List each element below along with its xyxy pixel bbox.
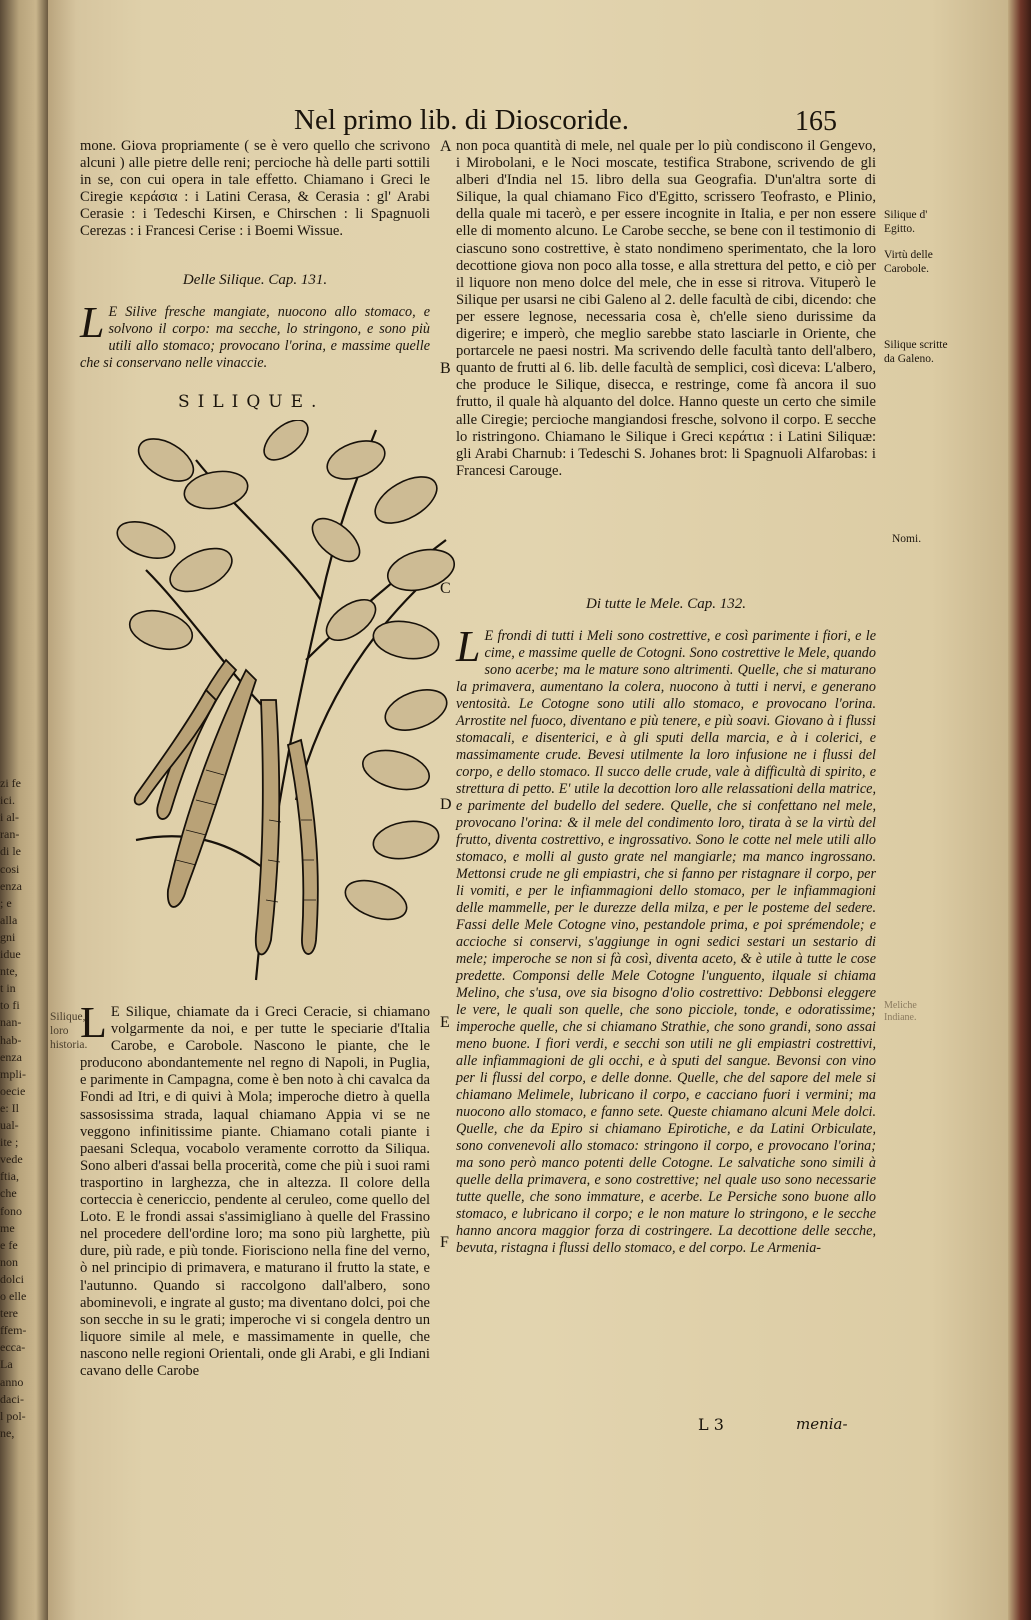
facing-page-fragment: to fi [0, 998, 20, 1013]
facing-page-fragment: i al- [0, 810, 19, 825]
facing-page-fragment: enza [0, 878, 22, 893]
facing-page-fragment: me [0, 1220, 15, 1235]
facing-page-fragment: daci- [0, 1391, 24, 1406]
facing-page-fragment: l pol- [0, 1408, 26, 1423]
illustration-title: SILIQUE. [178, 392, 325, 412]
facing-page-fragment: ne, [0, 1425, 15, 1440]
margin-note-faint: Meliche Indiane. [884, 1000, 917, 1023]
facing-page-fragment: ite ; [0, 1135, 19, 1150]
section-marker-d: D [440, 796, 452, 813]
section-marker-b: B [440, 360, 451, 377]
section-marker-a: A [440, 138, 452, 155]
facing-page-fragment: non [0, 1254, 18, 1269]
facing-page-fragment: di le [0, 844, 21, 859]
facing-page-edge [0, 0, 48, 1620]
facing-page-fragment: nan- [0, 1015, 22, 1030]
facing-page-fragment: ftia, [0, 1169, 19, 1184]
facing-page-fragment: vede [0, 1152, 23, 1167]
facing-page-fragment: oecie [0, 1083, 26, 1098]
section-marker-c: C [440, 580, 451, 597]
section-marker-e: E [440, 1014, 450, 1031]
carob-plant-woodcut [106, 420, 460, 992]
facing-page-fragment: ; e [0, 895, 12, 910]
facing-page-fragment: cosi [0, 861, 20, 876]
margin-note-silique-galeno: Silique scritte da Galeno. [884, 339, 948, 365]
facing-page-fragment: ual- [0, 1118, 19, 1132]
section-marker-f: F [440, 1234, 449, 1251]
facing-page-fragment: hab- [0, 1032, 22, 1047]
facing-page-fragment: anno [0, 1374, 24, 1389]
facing-page-fragment: tere [0, 1306, 18, 1321]
signature-mark: L 3 [698, 1415, 724, 1434]
margin-note-silique-egitto: Silique d' Egitto. [884, 209, 928, 235]
margin-note-virtu-carobole: Virtù delle Carobole. [884, 249, 933, 275]
facing-page-fragment: zi fe [0, 776, 21, 790]
facing-page-fragment: ran- [0, 827, 20, 842]
book-edge-right [1008, 0, 1031, 1620]
facing-page-fragment: ffem- [0, 1323, 27, 1338]
chapter-132-text [456, 622, 876, 1257]
page-number: 165 [795, 106, 837, 137]
dropcap: L [80, 298, 105, 347]
right-column-commentary: non poca quantità di mele, nel quale per lo più condiscono il Gengevo, i Mirobolani, e le Noci moscate, testifica Strabone, scrivendo de gli alberi d'India nel 15. libro della sua Geografia. D'un'altra sorte di Silique, la qual chiamano Fico d'Egitto, scrissero Teofrasto, e Plinio, della quale mi tacerò, e per essere incognite in Italia, e per non essere elle di momento alcuno. Le Carobe secche, se bene con il testimonio di ciascuno sono costrettive, è stato nondimeno sperimentato, che la loro decottione giova non poco alla tosse, e alla strettura del petto, e ciò per il liquore non meno dolce del mele, che in esse si ritrova. Vituperò le Silique per usarsi ne cibi Galeno al 2. delle facultà de cibi, dicendo: che per essere legnose, necessaria cosa è, ch'elle sieno durissime da digerire; e imperò, che meglio sarebbe stato lasciarle in Oriente, che portarcele ne paesi nostri. Ma scrivendo delle facultà tanto dell'albero, quanto de frutti al 6. lib. delle facultà de semplici, così diceva: L'albero, che produce le Silique, disecca, e restringe, come fà ancora il suo frutto, il quale hà alquanto del dolce. Hanno queste un certo che simile alle Ciregie; percioche mangiandosi fresche, solvono il corpo. E secche lo ristringono. Chiamano le Silique i Greci κεράτια : i Latini Siliquæ: gli Arabi Charnub: i Tedeschi S. Johanes brot: li Spagnuoli Alfarobas: i Francesi Carouge. [456, 138, 876, 479]
catchword: menia- [796, 1415, 848, 1433]
chapter-132-body: E frondi di tutti i Meli sono costrettive, e così parimente i fiori, e le cime, e massime quelle de Cotogni. Sono costrettive le Mele, quando sono acerbe; ma le mature sono altrimenti. Quelle, che si maturano la primavera, aumentano la colera, nuocono à tutti i nervi, e generano ventosità. Le Cotogne sono utili allo stomaco, e provocano l'orina. Arrostite nel fuoco, diventano e più tenere, e più soavi. Giovano à i flussi stomacali, e disenterici, e à gli sputi della marcia, e à i colerici, e massimamente crude. Bevesi utilmente la loro infusione ne i flussi del corpo, e dello stomaco. Il succo delle crude, vale à difficultà di spirito, e strettura di petto. E' utile la decottion loro alle relassationi della matrice, e parimente del budello del sedere. Quelle, che si confettano nel mele, provocano l'orina: & il mele del condimento loro, tirata à se la virtù del frutto, diventa costrettivo, e ingrossativo. Sono le cotte nel mele utili allo stomaco, e molli al gusto grate nel mangiarle; ma manco ingrossano. Mettonsi crude ne gli empiastri, che si fanno per ristagnare il corpo, per li vomiti, e per le infiammagioni dello stomaco, per le infiammagioni delle mammelle, per le durezze della milza, e per le posteme del sedere. Fassi delle Mele Cotogne vino, pestandole prima, e poi sprémendole; e accioche si conservi, s'aggiunge in ogni sedici sestari un sestario di mele; imperoche se non si fà così, diventa aceto, & è utile à tutte le cose predette. Componsi delle Mele Cotogne l'unguento, ilquale si chiama Melino, che s'usa, ove sia bisogno d'olio costrettivo: Debbonsi eleggere le vere, le quali son quelle, che sono picciole, tonde, e odoratissime; imperoche quelle, che si chiamano Strathie, che sono grandi, sono assai meno buone. I fiori verdi, e secchi son utili ne gli empiastri costrettivi, alle infiammagioni de gli occhi, e à sputi del sangue. Bevonsi con vino per li flussi del corpo, e delle donne. Quelle, che del sapore del mele si chiamano Melimele, lubricano il corpo, e cacciano fuori i vermini; ma nuocono allo stomaco, e fanno sete. Queste chiamano alcuni Mele dolci. Quelle, che da Epiro si chiamano Epirotiche, e da Latini Orbiculate, sono convenevoli allo stomaco: stringono il corpo, e provocano l'orina; ma sono però manco potenti delle Cotogne. Le salvatiche sono simili à quelle della primavera, e sono costrettive; nel quale uso sono necessarie tutte quelle, che sono immature, e acerbe. Le Persiche sono buone allo stomaco, e lubricano il corpo; e le non mature lo stringono, e le secche hanno ancora maggior forza di costringere. La decottione delle secche, bevuta, ristagna i flussi dello stomaco, e del corpo. Le Armenia- [456, 628, 876, 1256]
running-header: Nel primo lib. di Dioscoride. [294, 104, 630, 136]
chapter-131-text [80, 298, 430, 372]
chapter-131-heading: Delle Silique. Cap. 131. [182, 272, 328, 288]
chapter-132-heading: Di tutte le Mele. Cap. 132. [586, 596, 746, 612]
facing-page-fragment: La [0, 1357, 13, 1372]
facing-page-fragment: ecca- [0, 1340, 26, 1355]
facing-page-fragment: nte, [0, 964, 18, 979]
facing-page-fragment: dolci [0, 1271, 24, 1286]
book-page [48, 0, 1008, 1620]
facing-page-fragment: o elle [0, 1289, 27, 1303]
facing-page-fragment: e: Il [0, 1100, 19, 1115]
facing-page-fragment: ici. [0, 793, 15, 808]
chapter-132-dropcap: L [456, 622, 481, 671]
facing-page-fragment: enza [0, 1049, 22, 1064]
facing-page-fragment: e fe [0, 1237, 18, 1252]
facing-page-fragment: che [0, 1186, 17, 1201]
left-commentary [80, 998, 430, 1380]
facing-page-fragment: alla [0, 912, 18, 927]
facing-page-fragment: fono [0, 1203, 22, 1218]
commentary-dropcap: L [80, 998, 107, 1047]
margin-note-left: Silique, loro historia. [50, 1011, 88, 1051]
facing-page-fragment: gni [0, 929, 16, 944]
left-column-intro: mone. Giova propriamente ( se è vero quello che scrivono alcuni ) alle pietre delle reni; percioche hà delle parti sottili in se, con cui opera in tale effetto. Chiamano i Greci le Ciregie κεράσια : i Latini Cerasa, & Cerasia : gl' Arabi Cerasie : i Tedeschi Kirsen, e Chirschen : li Spagnuoli Cerezas : i Francesi Cerise : i Boemi Wissue. [80, 138, 430, 240]
facing-page-fragment: idue [0, 947, 21, 961]
margin-note-nomi: Nomi. [892, 533, 922, 545]
chapter-131-body: E Silive fresche mangiate, nuocono allo stomaco, e solvono il corpo: ma secche, lo stringono, e sono più utili allo stomaco; provocano l'orina, e massime quelle che si conservano nelle vinaccie. [80, 304, 430, 371]
facing-page-fragment: t in [0, 981, 16, 996]
facing-page-fragment: mpli- [0, 1066, 26, 1081]
left-commentary-body: E Silique, chiamate da i Greci Ceracie, si chiamano volgarmente da noi, e per tutte le speciarie d'Italia Carobe, e Carobole. Nascono le piante, che le producono abondantemente nel regno di Napoli, in Puglia, e parimente in Campagna, come è ben noto à chi cavalca da Fondi ad Itri, e di quivi à Mola; imperoche dietro à quella sassosissima strada, laqual chiamano Appia vi se ne veggono infinitissime piante. Chiamano cotali piante i paesani Sclequa, vocabolo veramente corrotto da Siliqua. Sono alberi d'assai bella procerità, come che più i suoi rami trasportino in larghezza, che in altezza. Il colore della corteccia è cenericcio, pendente al ceruleo, come quello del Loto. E le frondi assai s'assimigliano à quelle del Frassino nel procedere dell'ordine loro; ma sono più larghette, più dure, più rade, e più tonde. Fiorisciono nella fine del verno, ò nel principio di primavera, e maturano il frutto la state, e l'autunno. Quando si raccolgono dall'albero, sono abominevoli, e ingrate al gusto; ma diventano dolci, poi che son secche in su le grati; imperoche vi si congela dentro un liquore simile al mele, e massimamente in quelle, che nascono nelle regioni Orientali, onde gli Arabi, e gli Indiani cavano delle Carobe [80, 1004, 430, 1379]
